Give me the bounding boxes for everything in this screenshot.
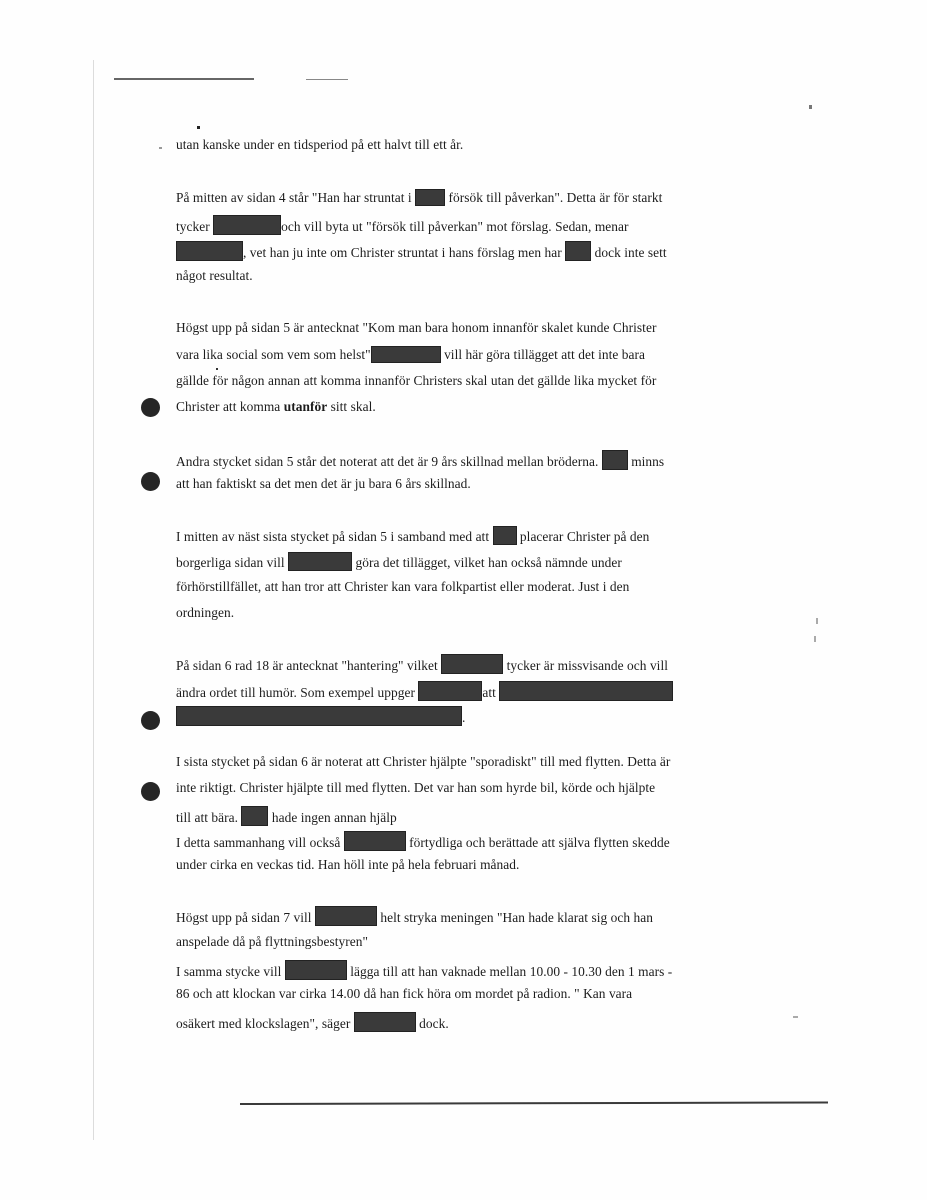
text-fragment: göra det tillägget, vilket han också nämnde under xyxy=(355,555,622,570)
redaction-box xyxy=(354,1012,416,1032)
text-line xyxy=(176,268,253,284)
text-fragment: Christer att komma xyxy=(176,399,281,414)
text-fragment: utan kanske under en tidsperiod på ett halvt till ett år. xyxy=(176,137,464,152)
text-fragment: lägga till att han vaknade mellan 10.00 - 10.30 den 1 mars - xyxy=(350,964,673,979)
margin-bullet-dot xyxy=(141,711,160,730)
text-line xyxy=(176,934,368,950)
text-fragment: att xyxy=(482,685,496,700)
text-fragment: hade ingen annan hjälp xyxy=(271,810,397,825)
text-fragment: tycker xyxy=(176,219,210,234)
text-fragment: och vill byta ut "försök till påverkan" mot förslag. Sedan, menar xyxy=(281,219,629,234)
redaction-box xyxy=(176,706,462,726)
redaction-box xyxy=(565,241,591,261)
text-line xyxy=(176,450,664,470)
text-fragment: borgerliga sidan vill xyxy=(176,555,285,570)
scan-speck xyxy=(216,368,218,370)
text-fragment: Högst upp på sidan 5 är antecknat "Kom man bara honom innanför skalet kunde Christer xyxy=(176,320,657,335)
text-line xyxy=(176,241,667,261)
redaction-box xyxy=(288,552,352,571)
text-fragment: placerar Christer på den xyxy=(519,529,650,544)
text-line xyxy=(176,605,234,621)
scan-speck xyxy=(814,636,816,642)
redaction-box xyxy=(315,906,377,926)
text-line xyxy=(176,526,649,545)
text-line xyxy=(176,780,655,796)
redaction-box xyxy=(415,189,445,206)
text-fragment: försök till påverkan". Detta är för starkt xyxy=(448,190,663,205)
text-fragment: osäkert med klockslagen", säger xyxy=(176,1016,351,1031)
text-line xyxy=(176,857,519,873)
text-fragment: På sidan 6 rad 18 är antecknat "hantering" vilket xyxy=(176,658,438,673)
redaction-box xyxy=(241,806,268,826)
redaction-box xyxy=(418,681,482,701)
text-fragment: ändra ordet till humör. Som exempel uppger xyxy=(176,685,415,700)
scan-speck xyxy=(197,126,200,129)
text-fragment: tycker är missvisande och vill xyxy=(506,658,668,673)
redaction-box xyxy=(213,215,281,235)
text-fragment: anspelade då på flyttningsbestyren" xyxy=(176,934,369,949)
text-line xyxy=(176,681,673,701)
text-line xyxy=(176,706,465,726)
text-line xyxy=(176,831,670,851)
top-rule-mid xyxy=(306,79,348,80)
text-fragment: förtydliga och berättade att själva flytten skedde xyxy=(409,835,670,850)
text-line xyxy=(176,986,632,1002)
text-fragment: 86 och att klockan var cirka 14.00 då han fick höra om mordet på radion. " Kan vara xyxy=(176,986,633,1001)
text-line xyxy=(176,476,471,492)
redaction-box xyxy=(285,960,347,980)
text-fragment: I samma stycke vill xyxy=(176,964,282,979)
text-line xyxy=(176,654,668,674)
text-fragment: vara lika social som vem som helst" xyxy=(176,347,371,362)
text-fragment: förhörstillfället, att han tror att Christer kan vara folkpartist eller moderat. Just i den xyxy=(176,579,630,594)
text-fragment: På mitten av sidan 4 står "Han har struntat i xyxy=(176,190,412,205)
text-fragment: minns xyxy=(631,454,665,469)
text-line xyxy=(176,552,622,571)
text-fragment: I sista stycket på sidan 6 är noterat att Christer hjälpte "sporadiskt" till med flytten. Detta är xyxy=(176,754,671,769)
scan-speck xyxy=(816,618,818,624)
text-fragment: Högst upp på sidan 7 vill xyxy=(176,910,312,925)
redaction-box xyxy=(344,831,406,851)
text-line xyxy=(176,906,653,926)
text-fragment: . xyxy=(462,710,466,725)
text-line xyxy=(176,399,376,415)
text-line xyxy=(176,754,670,770)
text-line xyxy=(176,373,656,389)
text-fragment: helt stryka meningen "Han hade klarat sig och han xyxy=(380,910,654,925)
text-fragment: ordningen. xyxy=(176,605,235,620)
margin-bullet-dot xyxy=(141,782,160,801)
redaction-box xyxy=(602,450,628,470)
text-fragment: I mitten av näst sista stycket på sidan 5 i samband med att xyxy=(176,529,490,544)
redaction-box xyxy=(441,654,503,674)
text-fragment: inte riktigt. Christer hjälpte till med flytten. Det var han som hyrde bil, körde och hjälpte xyxy=(176,780,656,795)
text-line xyxy=(176,137,463,153)
text-line xyxy=(176,960,672,980)
redaction-box xyxy=(371,346,441,363)
text-line xyxy=(176,346,645,363)
left-margin-line xyxy=(93,60,94,1140)
text-line xyxy=(176,189,662,206)
text-fragment: Andra stycket sidan 5 står det noterat att det är 9 års skillnad mellan bröderna. xyxy=(176,454,599,469)
text-line xyxy=(176,320,656,336)
text-fragment: gällde för någon annan att komma innanför Christers skal utan det gällde lika mycket för xyxy=(176,373,657,388)
text-fragment: något resultat. xyxy=(176,268,253,283)
scan-speck xyxy=(793,1016,798,1018)
text-line xyxy=(176,215,629,235)
margin-bullet-dot xyxy=(141,398,160,417)
scan-speck xyxy=(809,105,812,109)
scan-speck xyxy=(159,147,162,149)
text-fragment: dock. xyxy=(419,1016,449,1031)
text-fragment-bold: utanför xyxy=(283,399,328,414)
text-fragment: att han faktiskt sa det men det är ju bara 6 års skillnad. xyxy=(176,476,471,491)
text-line xyxy=(176,579,629,595)
bottom-rule xyxy=(240,1101,828,1105)
redaction-box xyxy=(499,681,673,701)
text-fragment: , vet han ju inte om Christer struntat i hans förslag men har xyxy=(243,245,562,260)
redaction-box xyxy=(176,241,243,261)
text-fragment: vill här göra tillägget att det inte bara xyxy=(444,347,646,362)
margin-bullet-dot xyxy=(141,472,160,491)
text-fragment: under cirka en veckas tid. Han höll inte på hela februari månad. xyxy=(176,857,520,872)
text-fragment: sitt skal. xyxy=(330,399,376,414)
top-rule-left xyxy=(114,78,254,80)
text-fragment: I detta sammanhang vill också xyxy=(176,835,341,850)
redaction-box xyxy=(493,526,517,545)
text-line xyxy=(176,1012,449,1032)
text-fragment: dock inte sett xyxy=(594,245,667,260)
text-fragment: till att bära. xyxy=(176,810,239,825)
text-line xyxy=(176,806,397,826)
